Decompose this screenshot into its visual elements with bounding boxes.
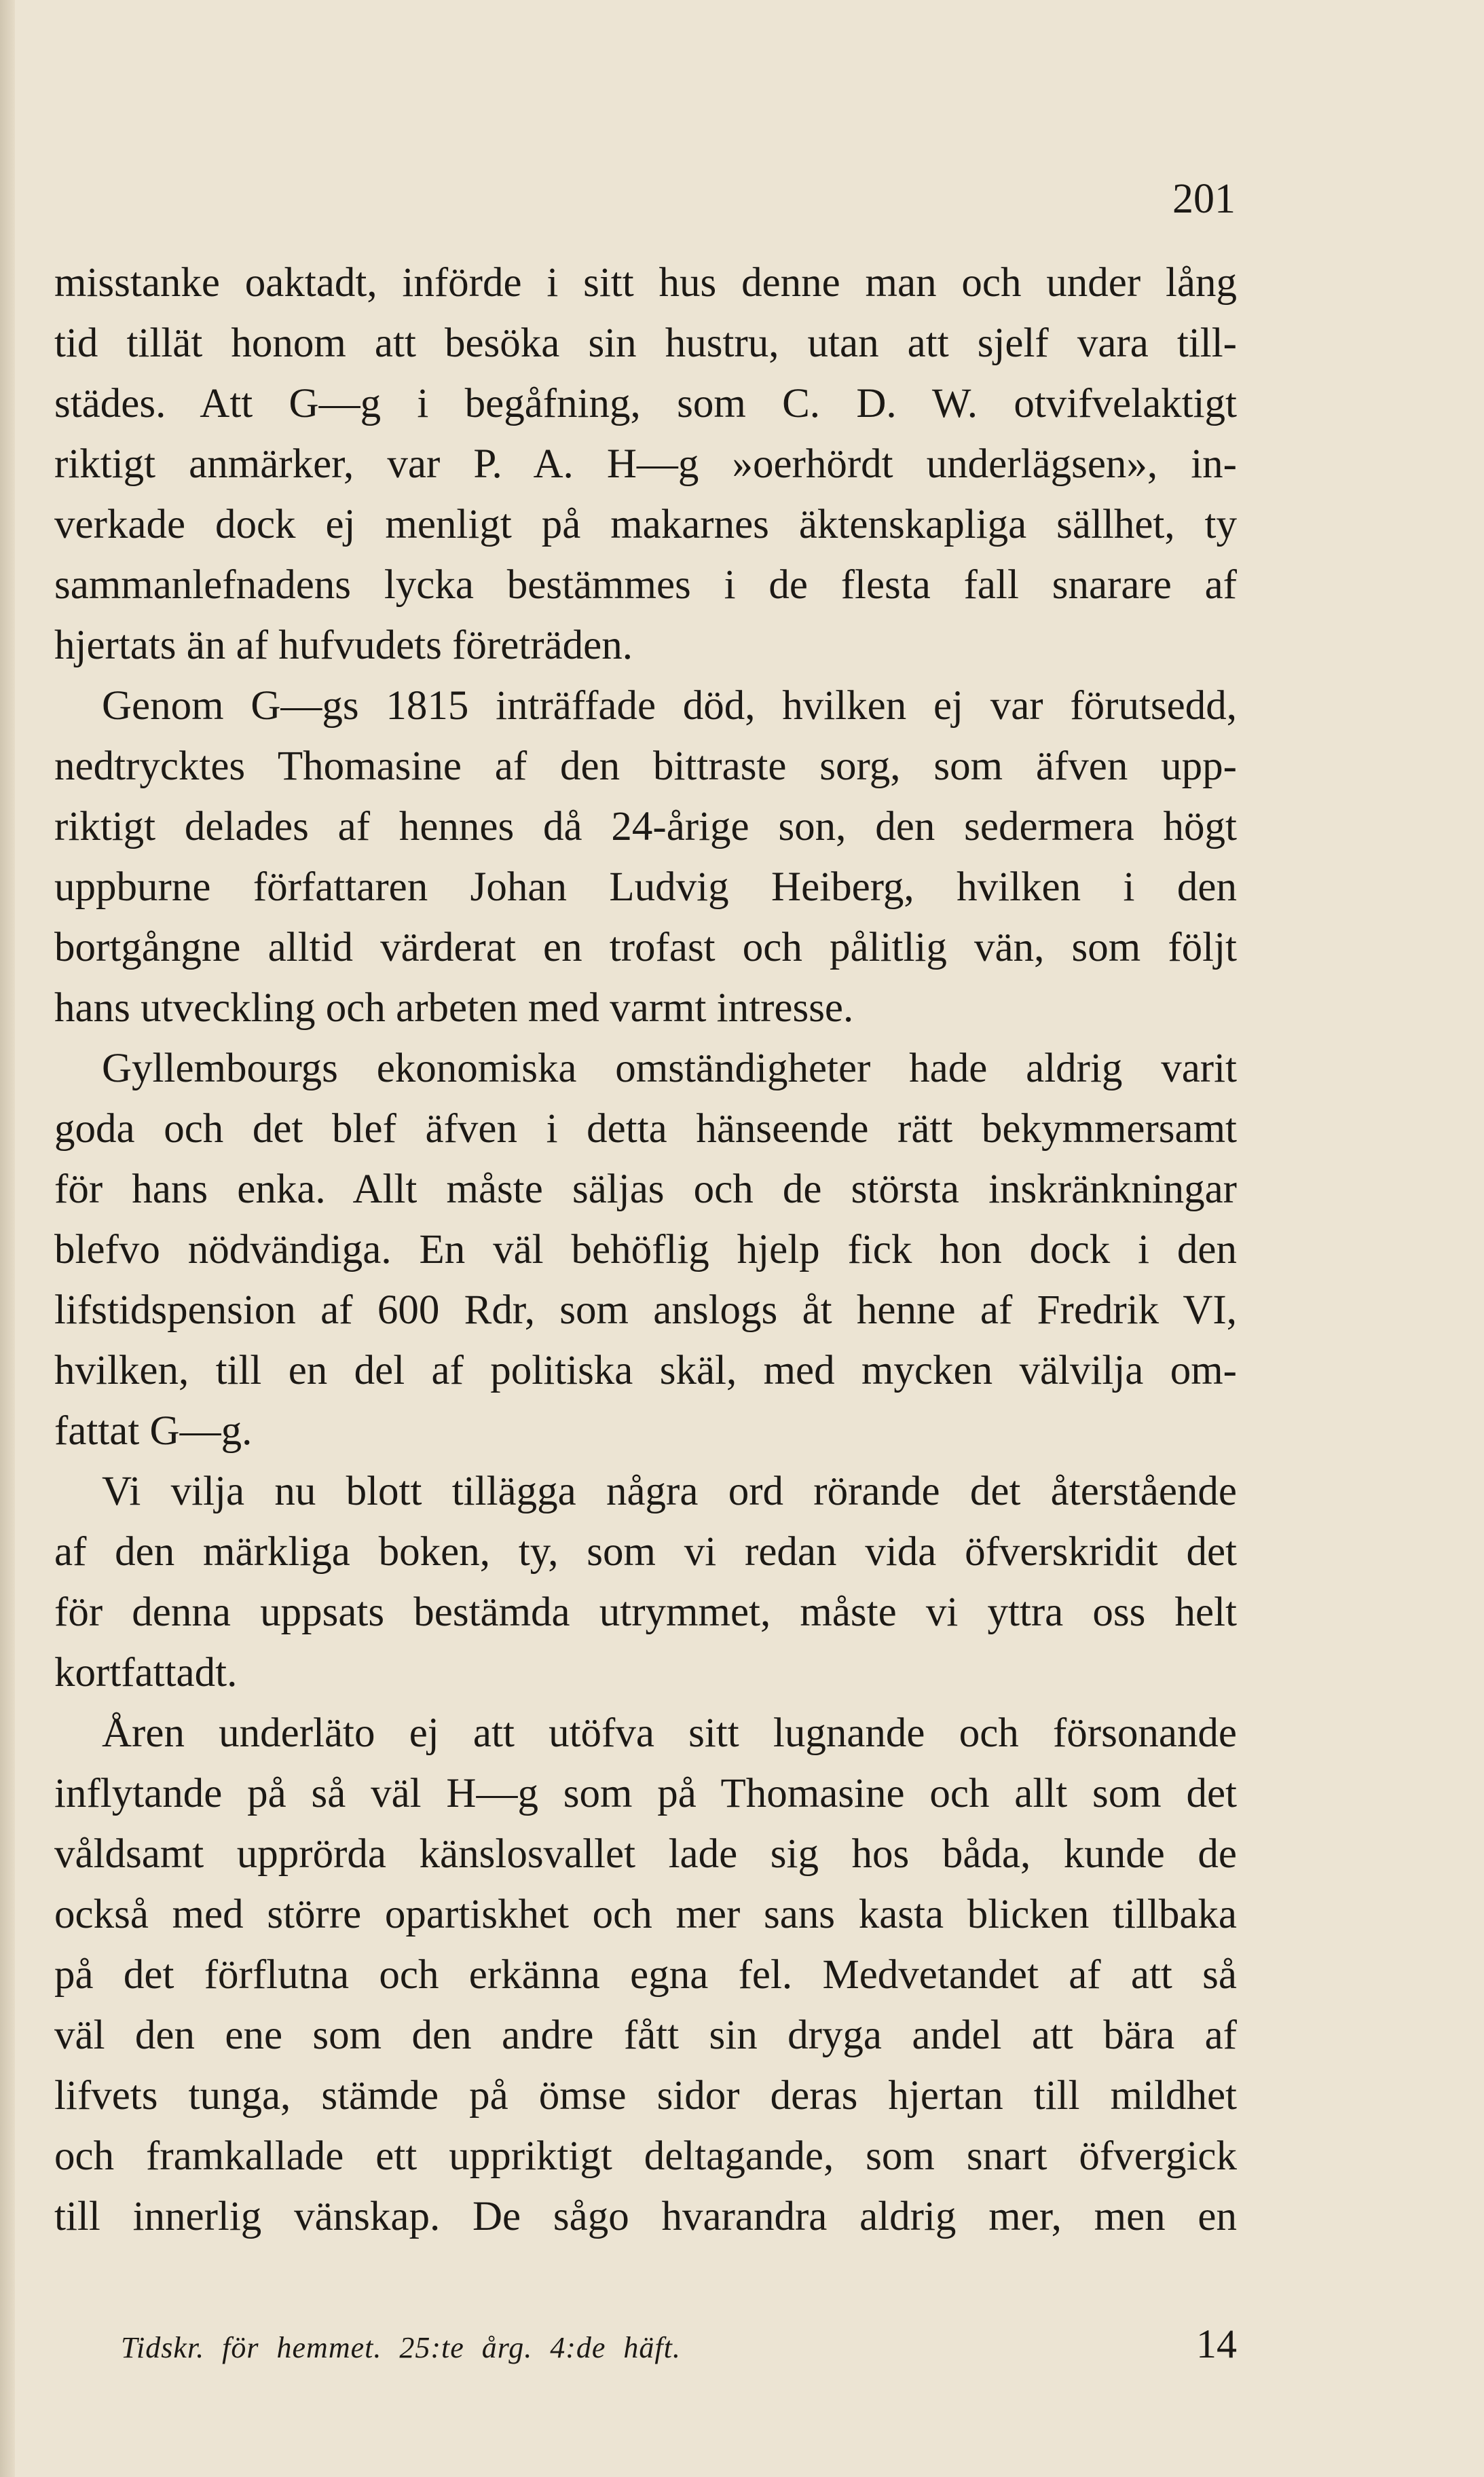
text-line: hans utveckling och arbeten med varmt intresse.	[54, 985, 854, 1031]
text-line: för hans enka. Allt måste säljas och de största inskränkningar	[54, 1167, 1237, 1212]
text-line: på det förflutna och erkänna egna fel. Medvetandet af att så	[54, 1952, 1237, 1998]
paragraph-start-line: Gyllembourgs ekonomiska omständigheter hade aldrig varit	[102, 1046, 1237, 1091]
text-line: inflytande på så väl H—g som på Thomasine och allt som det	[54, 1771, 1237, 1816]
text-line: våldsamt upprörda känslosvallet lade sig hos båda, kunde de	[54, 1831, 1237, 1877]
text-line: blefvo nödvändiga. En väl behöflig hjelp fick hon dock i den	[54, 1227, 1237, 1272]
text-line: sammanlefnadens lycka bestämmes i de flesta fall snarare af	[54, 562, 1237, 608]
text-line: och framkallade ett uppriktigt deltagande, som snart öfvergick	[54, 2133, 1237, 2179]
text-line: misstanke oaktadt, införde i sitt hus denne man och under lång	[54, 260, 1237, 306]
signature-mark: 14	[1196, 2322, 1237, 2366]
text-line: riktigt delades af hennes då 24-årige son, den sedermera högt	[54, 804, 1237, 849]
text-line: hjertats än af hufvudets företräden.	[54, 623, 633, 668]
text-line: nedtrycktes Thomasine af den bittraste sorg, som äfven upp-	[54, 744, 1237, 789]
text-line: väl den ene som den andre fått sin dryga andel att bära af	[54, 2013, 1237, 2058]
body-text	[54, 253, 1237, 2247]
text-line: fattat G—g.	[54, 1408, 253, 1454]
text-line: tid tillät honom att besöka sin hustru, utan att sjelf vara till-	[54, 320, 1237, 366]
text-line: lifstidspension af 600 Rdr, som anslogs åt henne af Fredrik VI,	[54, 1287, 1237, 1333]
text-line: städes. Att G—g i begåfning, som C. D. W. otvifvelaktigt	[54, 381, 1237, 426]
text-line: bortgångne alltid värderat en trofast och pålitlig vän, som följt	[54, 925, 1237, 970]
paragraph-start-line: Genom G—gs 1815 inträffade död, hvilken ej var förutsedd,	[102, 683, 1237, 729]
text-line: hvilken, till en del af politiska skäl, med mycken välvilja om-	[54, 1348, 1237, 1393]
page-edge	[0, 0, 15, 2477]
text-line: lifvets tunga, stämde på ömse sidor deras hjertan till mildhet	[54, 2073, 1237, 2118]
text-line: goda och det blef äfven i detta hänseende rätt bekymmersamt	[54, 1106, 1237, 1152]
page-footer	[121, 2322, 1237, 2368]
journal-reference: Tidskr. för hemmet. 25:te årg. 4:de häft.	[121, 2331, 681, 2364]
text-line: af den märkliga boken, ty, som vi redan vida öfverskridit det	[54, 1529, 1237, 1575]
text-line: för denna uppsats bestämda utrymmet, måste vi yttra oss helt	[54, 1590, 1237, 1635]
page-number: 201	[1172, 176, 1236, 222]
text-line: verkade dock ej menligt på makarnes äktenskapliga sällhet, ty	[54, 502, 1237, 547]
paragraph-start-line: Åren underläto ej att utöfva sitt lugnande och försonande	[102, 1710, 1237, 1756]
text-line: riktigt anmärker, var P. A. H—g »oerhördt underlägsen», in-	[54, 441, 1237, 487]
paragraph-start-line: Vi vilja nu blott tillägga några ord rörande det återstående	[102, 1469, 1237, 1514]
text-line: till innerlig vänskap. De sågo hvarandra aldrig mer, men en	[54, 2194, 1237, 2239]
text-line: kortfattadt.	[54, 1650, 238, 1695]
text-line: också med större opartiskhet och mer sans kasta blicken tillbaka	[54, 1892, 1237, 1937]
text-line: uppburne författaren Johan Ludvig Heiberg, hvilken i den	[54, 864, 1237, 910]
